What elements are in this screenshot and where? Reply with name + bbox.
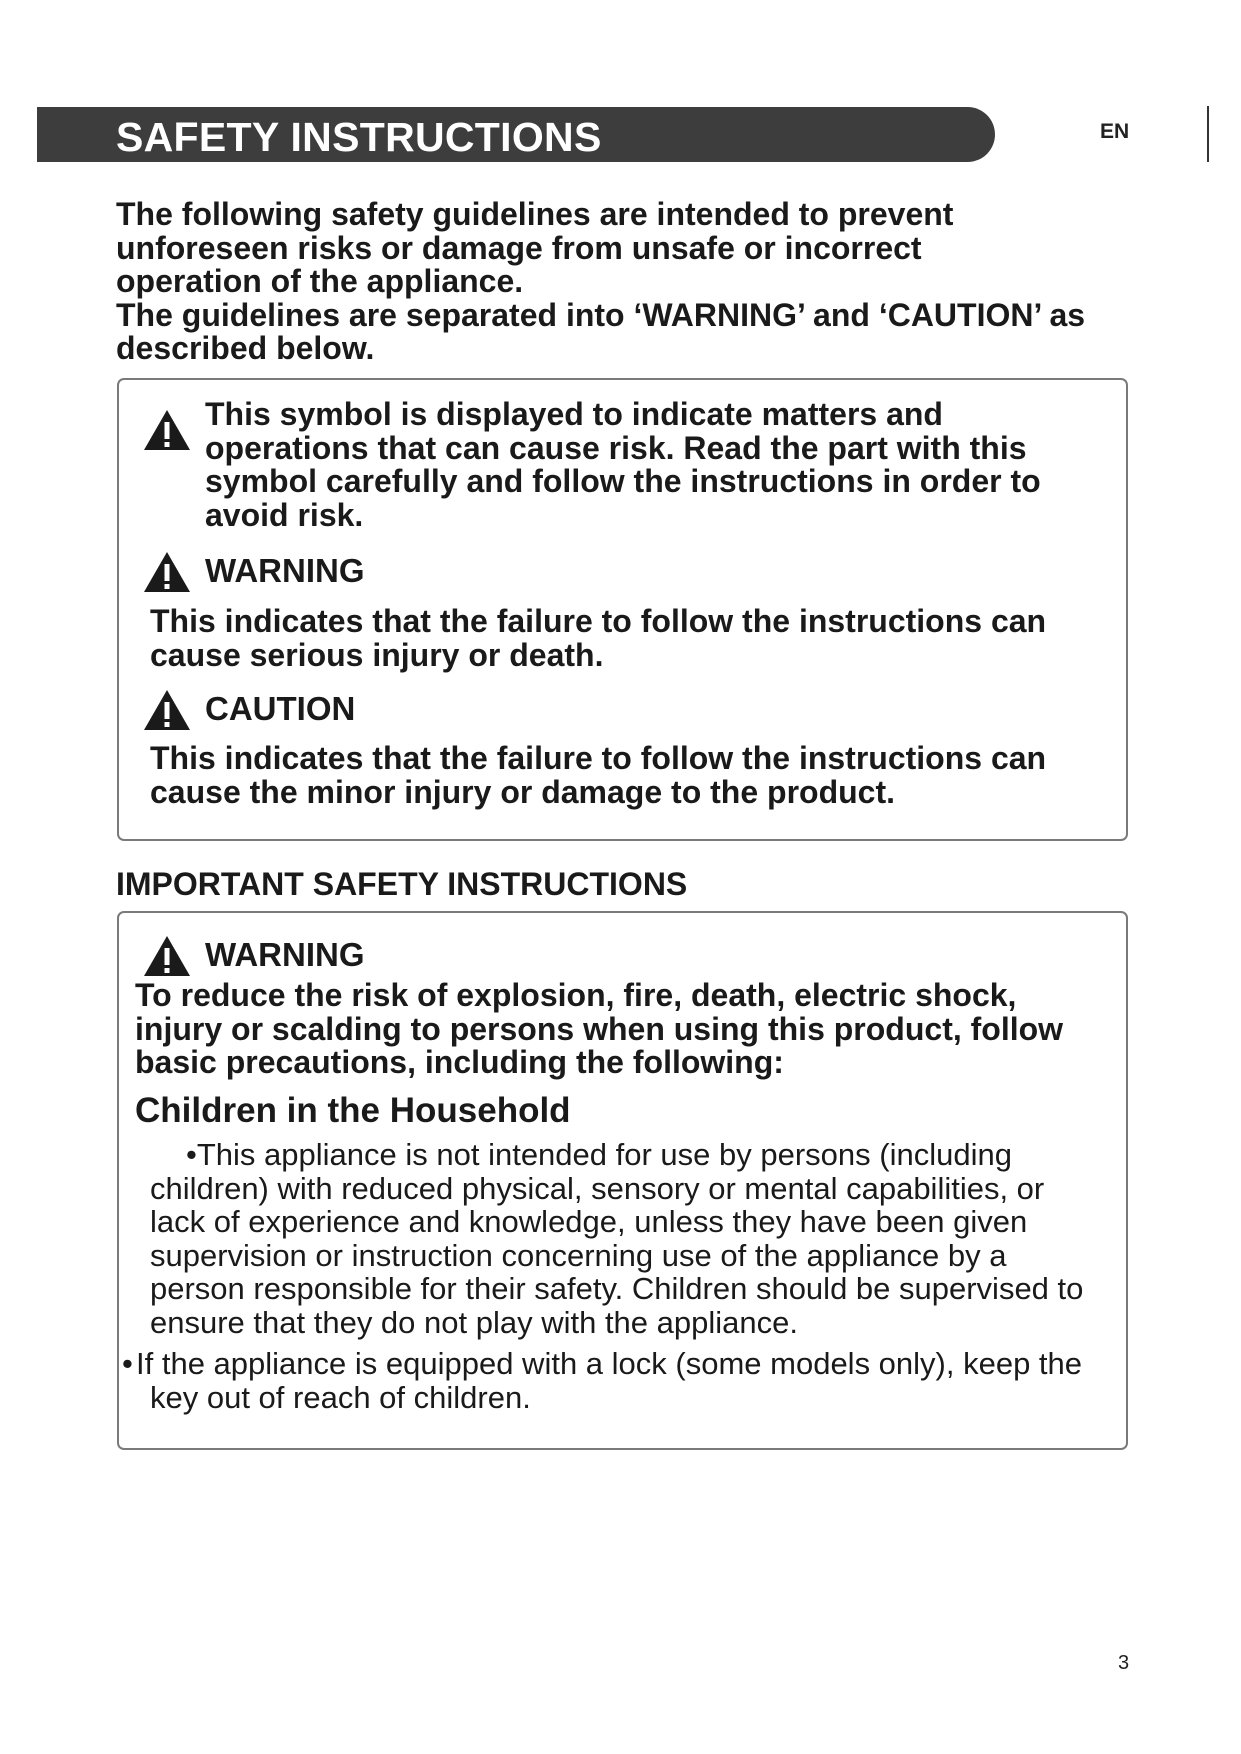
caution-label: CAUTION (205, 690, 356, 727)
bullet-item-2 (136, 1346, 1105, 1415)
bullet-text-1: This appliance is not intended for use by persons (including children) with reduced physical, sensory or mental capabilities, or lack of experience and knowledge, unless they have been given supervision or instruction concerning use of the appliance by a person responsible for their safety. Children should be supervised to ensure that they do not play with the appliance. (150, 1137, 1084, 1340)
bullet-item-1 (150, 1138, 1105, 1339)
intro-paragraph-2: The guidelines are separated into ‘WARNING’ and ‘CAUTION’ as described below. (116, 296, 1086, 366)
warning-triangle-icon (142, 408, 192, 452)
important-warning-label: WARNING (205, 936, 365, 973)
warning-triangle-icon (142, 934, 192, 978)
warning-triangle-icon (142, 550, 192, 594)
bullet-text-2: If the appliance is equipped with a lock (some models only), keep the key out of reach of children. (136, 1346, 1083, 1415)
intro-text (116, 198, 1116, 366)
page-edge-line (1207, 106, 1209, 162)
warning-description: This indicates that the failure to follow the instructions can cause serious injury or death. (150, 603, 1047, 673)
bullet-dot-icon: • (186, 1137, 197, 1172)
intro-paragraph-1: The following safety guidelines are intended to prevent unforeseen risks or damage from unsafe or incorrect operation of the appliance. (116, 196, 954, 299)
caution-description: This indicates that the failure to follow the instructions can cause the minor injury or damage to the product. (150, 740, 1047, 810)
warning-label: WARNING (205, 552, 365, 589)
symbol-description: This symbol is displayed to indicate matters and operations that can cause risk. Read the part with this symbol carefully and follow the instructions in order to avoid risk. (205, 396, 1041, 533)
caution-triangle-icon (142, 688, 192, 732)
language-label: EN (1100, 120, 1130, 143)
page-number: 3 (1118, 1652, 1130, 1674)
important-warning-text: To reduce the risk of explosion, fire, death, electric shock, injury or scalding to persons when using this product, follow basic precautions, including the following: (135, 977, 1064, 1080)
page-title: SAFETY INSTRUCTIONS (116, 114, 602, 160)
important-heading: IMPORTANT SAFETY INSTRUCTIONS (116, 866, 688, 902)
children-subheading: Children in the Household (135, 1091, 571, 1130)
